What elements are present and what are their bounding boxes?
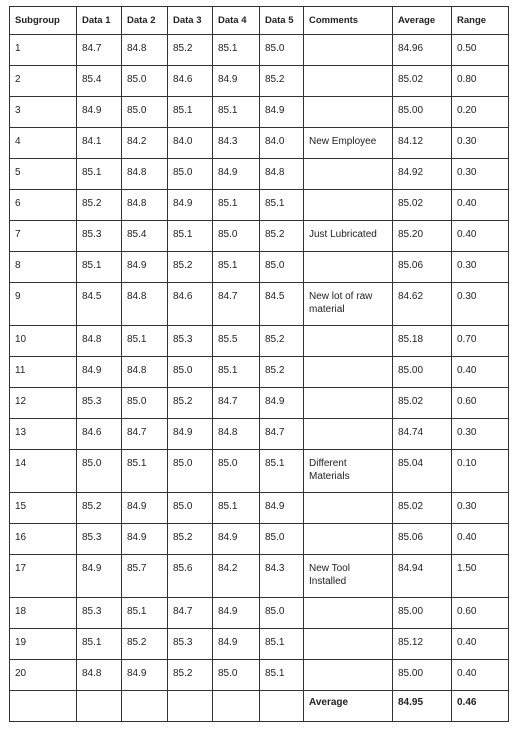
average-cell: 85.02 <box>393 190 452 221</box>
data-2-cell: 84.8 <box>122 159 168 190</box>
data-3-cell: 85.3 <box>168 629 213 660</box>
header-data-4: Data 4 <box>213 7 260 35</box>
subgroup-cell: 2 <box>10 66 77 97</box>
data-4-cell: 85.0 <box>213 450 260 493</box>
subgroup-cell: 19 <box>10 629 77 660</box>
average-cell: 85.06 <box>393 524 452 555</box>
table-row <box>10 524 509 555</box>
data-1-cell: 85.1 <box>77 629 122 660</box>
data-4-cell: 84.9 <box>213 159 260 190</box>
subgroup-cell: 5 <box>10 159 77 190</box>
table-body <box>10 35 509 691</box>
data-2-cell: 85.4 <box>122 221 168 252</box>
comments-cell: Different Materials <box>304 450 393 493</box>
subgroup-cell: 1 <box>10 35 77 66</box>
range-cell: 0.80 <box>452 66 509 97</box>
data-2-cell: 84.8 <box>122 35 168 66</box>
data-5-cell: 85.2 <box>260 326 304 357</box>
subgroup-cell: 8 <box>10 252 77 283</box>
average-cell: 85.18 <box>393 326 452 357</box>
subgroup-cell: 16 <box>10 524 77 555</box>
footer-empty-cell <box>260 691 304 722</box>
table-row <box>10 357 509 388</box>
subgroup-cell: 3 <box>10 97 77 128</box>
data-1-cell: 85.3 <box>77 598 122 629</box>
footer-empty-cell <box>122 691 168 722</box>
comments-cell <box>304 629 393 660</box>
data-5-cell: 84.7 <box>260 419 304 450</box>
data-1-cell: 84.9 <box>77 97 122 128</box>
data-5-cell: 85.0 <box>260 524 304 555</box>
data-3-cell: 85.0 <box>168 493 213 524</box>
comments-cell <box>304 159 393 190</box>
average-cell: 85.02 <box>393 388 452 419</box>
data-1-cell: 84.8 <box>77 660 122 691</box>
comments-cell <box>304 357 393 388</box>
comments-cell <box>304 97 393 128</box>
table-row <box>10 555 509 598</box>
data-4-cell: 84.7 <box>213 388 260 419</box>
range-cell: 0.40 <box>452 524 509 555</box>
data-4-cell: 84.9 <box>213 598 260 629</box>
range-cell: 0.20 <box>452 97 509 128</box>
average-cell: 84.92 <box>393 159 452 190</box>
data-2-cell: 85.7 <box>122 555 168 598</box>
range-cell: 0.30 <box>452 493 509 524</box>
range-cell: 0.50 <box>452 35 509 66</box>
table-row <box>10 598 509 629</box>
range-cell: 0.30 <box>452 419 509 450</box>
data-2-cell: 85.1 <box>122 326 168 357</box>
data-3-cell: 85.3 <box>168 326 213 357</box>
data-2-cell: 84.9 <box>122 252 168 283</box>
data-4-cell: 85.1 <box>213 190 260 221</box>
data-3-cell: 85.1 <box>168 221 213 252</box>
footer-row <box>10 691 509 722</box>
table-row <box>10 252 509 283</box>
comments-cell <box>304 35 393 66</box>
header-data-3: Data 3 <box>168 7 213 35</box>
comments-cell <box>304 190 393 221</box>
data-2-cell: 84.8 <box>122 283 168 326</box>
data-3-cell: 85.0 <box>168 450 213 493</box>
average-cell: 84.96 <box>393 35 452 66</box>
subgroup-cell: 15 <box>10 493 77 524</box>
range-cell: 0.30 <box>452 283 509 326</box>
subgroup-cell: 9 <box>10 283 77 326</box>
subgroup-cell: 10 <box>10 326 77 357</box>
data-1-cell: 85.2 <box>77 493 122 524</box>
comments-cell: Just Lubricated <box>304 221 393 252</box>
table-row <box>10 66 509 97</box>
data-1-cell: 85.3 <box>77 524 122 555</box>
data-2-cell: 84.8 <box>122 357 168 388</box>
subgroup-cell: 11 <box>10 357 77 388</box>
footer-empty-cell <box>168 691 213 722</box>
data-3-cell: 84.9 <box>168 419 213 450</box>
comments-cell <box>304 598 393 629</box>
data-3-cell: 85.1 <box>168 97 213 128</box>
data-2-cell: 84.9 <box>122 660 168 691</box>
comments-cell <box>304 660 393 691</box>
table-row <box>10 326 509 357</box>
data-5-cell: 84.9 <box>260 97 304 128</box>
comments-cell: New Employee <box>304 128 393 159</box>
data-2-cell: 84.9 <box>122 524 168 555</box>
data-5-cell: 85.1 <box>260 660 304 691</box>
data-3-cell: 84.6 <box>168 66 213 97</box>
control-chart-data-table <box>9 6 509 722</box>
table-row <box>10 190 509 221</box>
average-cell: 85.00 <box>393 660 452 691</box>
table-row <box>10 221 509 252</box>
range-cell: 0.60 <box>452 598 509 629</box>
data-5-cell: 85.1 <box>260 629 304 660</box>
header-row <box>10 7 509 35</box>
range-cell: 0.40 <box>452 660 509 691</box>
data-5-cell: 84.3 <box>260 555 304 598</box>
average-cell: 85.20 <box>393 221 452 252</box>
table-row <box>10 128 509 159</box>
data-4-cell: 85.1 <box>213 252 260 283</box>
subgroup-cell: 17 <box>10 555 77 598</box>
data-5-cell: 84.8 <box>260 159 304 190</box>
data-2-cell: 84.7 <box>122 419 168 450</box>
subgroup-cell: 18 <box>10 598 77 629</box>
table-row <box>10 97 509 128</box>
range-cell: 0.30 <box>452 159 509 190</box>
data-4-cell: 84.8 <box>213 419 260 450</box>
data-1-cell: 85.0 <box>77 450 122 493</box>
table-row <box>10 450 509 493</box>
data-5-cell: 85.1 <box>260 450 304 493</box>
data-1-cell: 85.4 <box>77 66 122 97</box>
data-5-cell: 84.9 <box>260 493 304 524</box>
data-1-cell: 85.1 <box>77 159 122 190</box>
data-1-cell: 84.5 <box>77 283 122 326</box>
data-1-cell: 84.6 <box>77 419 122 450</box>
data-2-cell: 85.0 <box>122 97 168 128</box>
subgroup-cell: 7 <box>10 221 77 252</box>
range-cell: 0.40 <box>452 221 509 252</box>
header-average: Average <box>393 7 452 35</box>
range-cell: 0.40 <box>452 190 509 221</box>
data-2-cell: 84.9 <box>122 493 168 524</box>
data-2-cell: 84.2 <box>122 128 168 159</box>
comments-cell: New lot of raw material <box>304 283 393 326</box>
comments-cell <box>304 66 393 97</box>
data-5-cell: 85.2 <box>260 66 304 97</box>
subgroup-cell: 6 <box>10 190 77 221</box>
data-5-cell: 84.9 <box>260 388 304 419</box>
average-cell: 84.62 <box>393 283 452 326</box>
data-1-cell: 84.1 <box>77 128 122 159</box>
comments-cell: New Tool Installed <box>304 555 393 598</box>
footer-empty-cell <box>77 691 122 722</box>
table-row <box>10 159 509 190</box>
subgroup-cell: 12 <box>10 388 77 419</box>
data-4-cell: 85.0 <box>213 660 260 691</box>
average-cell: 84.12 <box>393 128 452 159</box>
average-cell: 84.74 <box>393 419 452 450</box>
header-data-2: Data 2 <box>122 7 168 35</box>
data-1-cell: 84.9 <box>77 357 122 388</box>
average-cell: 85.04 <box>393 450 452 493</box>
range-cell: 1.50 <box>452 555 509 598</box>
data-5-cell: 85.0 <box>260 598 304 629</box>
data-4-cell: 85.1 <box>213 493 260 524</box>
header-data-5: Data 5 <box>260 7 304 35</box>
data-3-cell: 85.0 <box>168 357 213 388</box>
data-1-cell: 84.9 <box>77 555 122 598</box>
data-4-cell: 84.3 <box>213 128 260 159</box>
average-cell: 85.00 <box>393 97 452 128</box>
table-row <box>10 419 509 450</box>
data-3-cell: 85.2 <box>168 524 213 555</box>
data-4-cell: 85.1 <box>213 35 260 66</box>
data-3-cell: 85.2 <box>168 35 213 66</box>
data-5-cell: 84.0 <box>260 128 304 159</box>
footer-empty-cell <box>10 691 77 722</box>
range-cell: 0.40 <box>452 629 509 660</box>
data-2-cell: 85.2 <box>122 629 168 660</box>
header-comments: Comments <box>304 7 393 35</box>
data-3-cell: 85.6 <box>168 555 213 598</box>
average-cell: 85.00 <box>393 357 452 388</box>
data-5-cell: 85.0 <box>260 252 304 283</box>
data-4-cell: 85.1 <box>213 97 260 128</box>
data-3-cell: 84.6 <box>168 283 213 326</box>
header-subgroup: Subgroup <box>10 7 77 35</box>
range-cell: 0.70 <box>452 326 509 357</box>
comments-cell <box>304 326 393 357</box>
average-cell: 85.02 <box>393 66 452 97</box>
range-cell: 0.10 <box>452 450 509 493</box>
average-cell: 85.12 <box>393 629 452 660</box>
data-3-cell: 85.2 <box>168 660 213 691</box>
data-4-cell: 85.5 <box>213 326 260 357</box>
range-cell: 0.30 <box>452 252 509 283</box>
subgroup-cell: 14 <box>10 450 77 493</box>
data-3-cell: 84.9 <box>168 190 213 221</box>
data-3-cell: 85.2 <box>168 388 213 419</box>
average-cell: 85.02 <box>393 493 452 524</box>
average-cell: 84.94 <box>393 555 452 598</box>
data-4-cell: 85.0 <box>213 221 260 252</box>
data-4-cell: 84.9 <box>213 66 260 97</box>
data-1-cell: 85.3 <box>77 221 122 252</box>
table-row <box>10 388 509 419</box>
data-1-cell: 85.3 <box>77 388 122 419</box>
data-2-cell: 85.0 <box>122 388 168 419</box>
data-2-cell: 85.1 <box>122 598 168 629</box>
data-1-cell: 85.2 <box>77 190 122 221</box>
table-row <box>10 283 509 326</box>
data-2-cell: 85.1 <box>122 450 168 493</box>
table-row <box>10 629 509 660</box>
data-3-cell: 84.7 <box>168 598 213 629</box>
data-5-cell: 84.5 <box>260 283 304 326</box>
data-4-cell: 84.2 <box>213 555 260 598</box>
table-row <box>10 35 509 66</box>
subgroup-cell: 13 <box>10 419 77 450</box>
data-2-cell: 85.0 <box>122 66 168 97</box>
subgroup-cell: 4 <box>10 128 77 159</box>
footer-overall-average: 84.95 <box>393 691 452 722</box>
data-3-cell: 85.2 <box>168 252 213 283</box>
comments-cell <box>304 524 393 555</box>
range-cell: 0.60 <box>452 388 509 419</box>
footer-average-label: Average <box>304 691 393 722</box>
data-5-cell: 85.1 <box>260 190 304 221</box>
data-3-cell: 85.0 <box>168 159 213 190</box>
data-4-cell: 84.9 <box>213 629 260 660</box>
subgroup-cell: 20 <box>10 660 77 691</box>
comments-cell <box>304 252 393 283</box>
comments-cell <box>304 388 393 419</box>
data-4-cell: 84.7 <box>213 283 260 326</box>
data-1-cell: 84.8 <box>77 326 122 357</box>
comments-cell <box>304 419 393 450</box>
data-5-cell: 85.0 <box>260 35 304 66</box>
footer-empty-cell <box>213 691 260 722</box>
table-row <box>10 660 509 691</box>
range-cell: 0.40 <box>452 357 509 388</box>
average-cell: 85.00 <box>393 598 452 629</box>
table-row <box>10 493 509 524</box>
average-cell: 85.06 <box>393 252 452 283</box>
data-2-cell: 84.8 <box>122 190 168 221</box>
data-5-cell: 85.2 <box>260 357 304 388</box>
comments-cell <box>304 493 393 524</box>
header-range: Range <box>452 7 509 35</box>
footer-overall-range: 0.46 <box>452 691 509 722</box>
data-4-cell: 84.9 <box>213 524 260 555</box>
data-5-cell: 85.2 <box>260 221 304 252</box>
header-data-1: Data 1 <box>77 7 122 35</box>
data-1-cell: 85.1 <box>77 252 122 283</box>
data-4-cell: 85.1 <box>213 357 260 388</box>
range-cell: 0.30 <box>452 128 509 159</box>
data-3-cell: 84.0 <box>168 128 213 159</box>
data-1-cell: 84.7 <box>77 35 122 66</box>
